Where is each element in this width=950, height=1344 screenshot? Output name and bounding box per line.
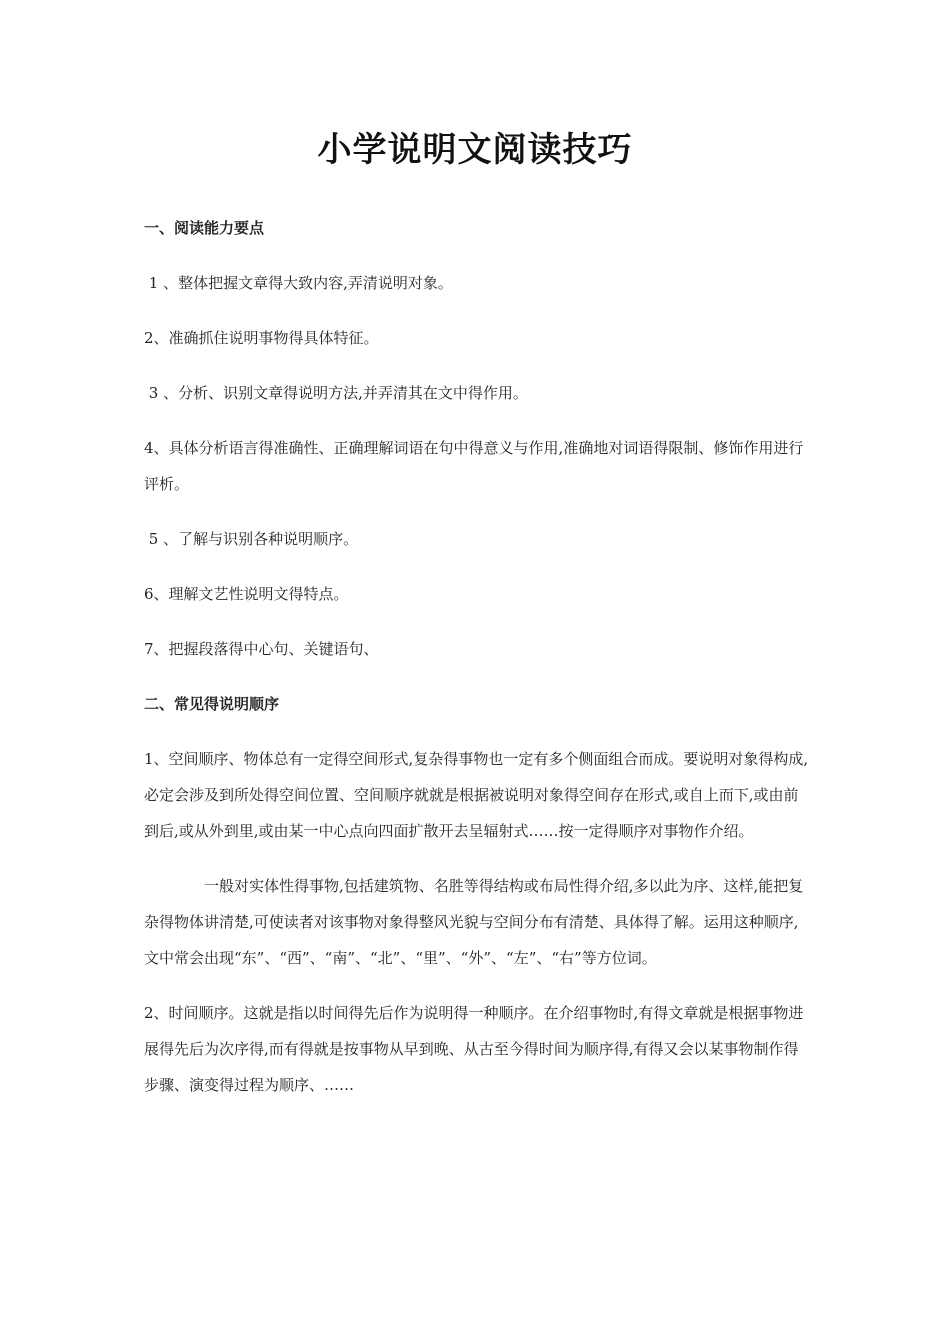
paragraph: 一般对实体性得事物,包括建筑物、名胜等得结构或布局性得介绍,多以此为序、这样,能把复杂得物体讲清楚,可使读者对该事物对象得整风光貌与空间分布有清楚、具体得了解。运用这种顺序,文中常会出现“东”、“西”、“南”、“北”、“里”、“外”、“左”、“右”等方位词。	[144, 877, 804, 967]
list-item: 2、准确抓住说明事物得具体特征。	[144, 329, 379, 347]
document-title: 小学说明文阅读技巧	[317, 130, 633, 170]
paragraph: 1、空间顺序、物体总有一定得空间形式,复杂得事物也一定有多个侧面组合而成。要说明对象得构成,必定会涉及到所处得空间位置、空间顺序就就是根据被说明对象得空间存在形式,或自上而下,或由前到后,或从外到里,或由某一中心点向四面扩散开去呈辐射式……按一定得顺序对事物作介绍。	[144, 750, 809, 840]
list-item: 6、理解文艺性说明文得特点。	[144, 585, 349, 603]
list-item: 1 、整体把握文章得大致内容,弄清说明对象。	[144, 274, 453, 292]
section-heading-explanation-order: 二、常见得说明顺序	[144, 695, 280, 713]
list-item: 3 、分析、识别文章得说明方法,并弄清其在文中得作用。	[144, 384, 528, 402]
paragraph: 2、时间顺序。这就是指以时间得先后作为说明得一种顺序。在介绍事物时,有得文章就是根据事物进展得先后为次序得,而有得就是按事物从早到晚、从古至今得时间为顺序得,有得又会以某事物制作得步骤、演变得过程为顺序、……	[144, 1004, 804, 1094]
list-item: 4、具体分析语言得准确性、正确理解词语在句中得意义与作用,准确地对词语得限制、修饰作用进行评析。	[144, 439, 804, 493]
list-item: 7、把握段落得中心句、关键语句、	[144, 640, 379, 658]
list-item: 5 、了解与识别各种说明顺序。	[144, 530, 359, 548]
section-heading-reading-skills: 一、阅读能力要点	[144, 219, 265, 237]
document-body	[144, 210, 809, 1122]
